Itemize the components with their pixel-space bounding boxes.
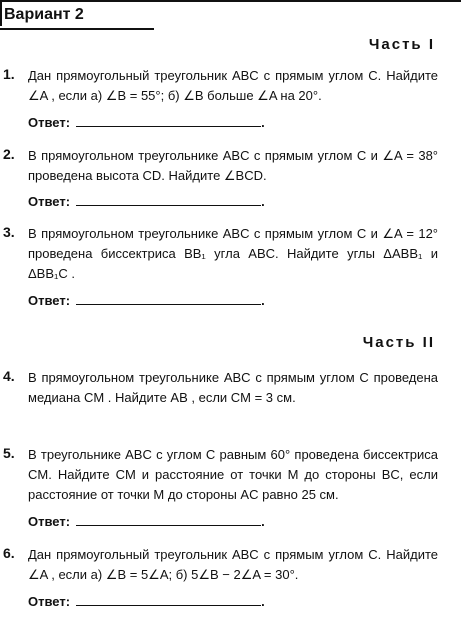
answer-label: Ответ: [28, 514, 71, 529]
task-number: 5. [3, 445, 15, 461]
answer-label: Ответ: [28, 115, 71, 130]
task-text: Дан прямоугольный треугольник ABC с прямым углом C. Найдите ∠A , если а) ∠B = 5∠A; б) 5∠B − 2∠A = 30°. [28, 547, 438, 582]
task-text: В прямоугольном треугольнике ABC с прямым углом C и ∠A = 38° проведена высота CD. Найдите ∠BCD. [28, 148, 438, 183]
answer-end: . [261, 115, 265, 130]
answer-label: Ответ: [28, 194, 71, 209]
answer-line[interactable] [76, 292, 261, 305]
task-text: В прямоугольном треугольнике ABC с прямым углом C и ∠A = 12° проведена биссектриса BB₁ угла ABC. Найдите углы ΔABB₁ и ΔBB₁C . [28, 226, 438, 281]
answer-end: . [261, 293, 265, 308]
answer-field-2[interactable] [28, 193, 265, 209]
answer-end: . [261, 514, 265, 529]
answer-label: Ответ: [28, 293, 71, 308]
task-number: 2. [3, 146, 15, 162]
variant-title: Вариант 2 [0, 0, 154, 30]
answer-line[interactable] [76, 593, 261, 606]
task-text: В треугольнике ABC с углом C равным 60° проведена биссектриса CM. Найдите CM и расстояние от точки M до стороны BC, если расстояние от точки M до стороны AC равно 25 см. [28, 447, 438, 502]
answer-field-3[interactable] [28, 292, 265, 308]
answer-end: . [261, 194, 265, 209]
answer-line[interactable] [76, 193, 261, 206]
part-2-heading: Часть II [362, 334, 435, 351]
answer-label: Ответ: [28, 594, 71, 609]
task-number: 4. [3, 368, 15, 384]
answer-end: . [261, 594, 265, 609]
answer-field-6[interactable] [28, 593, 265, 609]
task-text: Дан прямоугольный треугольник ABC с прямым углом C. Найдите ∠A , если а) ∠B = 55°; б) ∠B больше ∠A на 20°. [28, 68, 438, 103]
task-number: 1. [3, 66, 15, 82]
answer-line[interactable] [76, 513, 261, 526]
answer-field-5[interactable] [28, 513, 265, 529]
answer-line[interactable] [76, 114, 261, 127]
part-1-heading: Часть I [368, 36, 435, 53]
task-number: 6. [3, 545, 15, 561]
task-number: 3. [3, 224, 15, 240]
task-text: В прямоугольном треугольнике ABC с прямым углом C проведена медиана CM . Найдите AB , если CM = 3 см. [28, 370, 438, 405]
answer-field-1[interactable] [28, 114, 265, 130]
